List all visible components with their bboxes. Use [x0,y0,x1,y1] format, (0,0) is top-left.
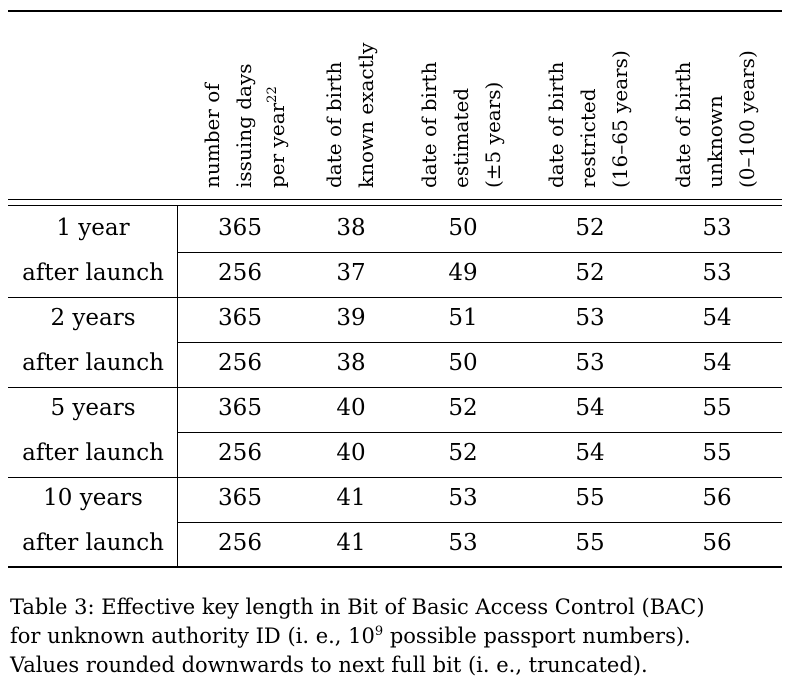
row-separator [177,522,782,523]
table-cell: 55 [575,485,605,511]
column-header-line [699,95,731,188]
table-cell: 51 [448,305,478,331]
caption-line-1: Table 3: Effective key length in Bit of Basic Access Control (BAC) [10,595,705,619]
table-cell: 41 [336,485,366,511]
table-cell: 37 [336,260,366,286]
footnote-marker: 22 [265,86,280,103]
row-label: after launch [22,440,164,466]
header-text: date of birth [671,61,695,188]
top-rule [8,10,782,12]
group-separator [8,387,782,388]
table-cell: 38 [336,350,366,376]
row-label: 1 year [56,215,130,241]
column-header-line [318,62,350,188]
table-cell: 40 [336,395,366,421]
table-cell: 38 [336,215,366,241]
caption-line-3: Values rounded downwards to next full bit (i. e., truncated). [10,653,648,677]
table-cell: 256 [218,350,262,376]
caption-line-2 [10,622,780,651]
column-header-line [667,62,699,188]
header-text: date of birth [544,61,568,188]
table-cell: 54 [702,350,732,376]
table-cell: 53 [702,260,732,286]
table-cell: 53 [448,530,478,556]
group-separator [8,477,782,478]
row-label: 10 years [43,485,143,511]
table-cell: 55 [702,440,732,466]
table-cell: 365 [218,485,262,511]
bottom-rule [8,566,782,568]
table-cell: 56 [702,485,732,511]
row-separator [177,342,782,343]
group-separator [8,297,782,298]
header-text: (0–100 years) [735,50,759,188]
header-text: (16–65 years) [608,50,632,188]
row-label: 2 years [50,305,136,331]
table-cell: 256 [218,530,262,556]
table-cell: 49 [448,260,478,286]
table-cell: 40 [336,440,366,466]
table-cell: 53 [575,350,605,376]
header-double-rule-lower [8,205,782,206]
header-text: unknown [703,95,727,188]
table-cell: 54 [575,440,605,466]
header-text: date of birth [417,61,441,188]
table-cell: 55 [575,530,605,556]
label-column-divider [177,206,178,566]
column-header-line [604,50,636,188]
table-cell: 41 [336,530,366,556]
table-cell: 256 [218,260,262,286]
table-cell: 53 [702,215,732,241]
table-cell: 56 [702,530,732,556]
header-text: restricted [576,88,600,188]
header-text: (±5 years) [481,81,505,188]
row-separator [177,252,782,253]
header-text: issuing days [232,63,256,188]
table-cell: 365 [218,305,262,331]
table-cell: 365 [218,215,262,241]
table-cell: 39 [336,305,366,331]
table-cell: 55 [702,395,732,421]
row-label: after launch [22,260,164,286]
row-label: after launch [22,350,164,376]
caption-line-2-start: for unknown authority ID (i. e., 10 [10,624,375,648]
column-header-line [413,62,445,188]
header-text: date of birth [322,61,346,188]
table-cell: 52 [575,215,605,241]
row-label: after launch [22,530,164,556]
column-header-line [350,43,382,188]
table-cell: 50 [448,215,478,241]
table-cell: 54 [575,395,605,421]
table-cell: 365 [218,395,262,421]
table-cell: 52 [448,440,478,466]
header-double-rule-upper [8,199,782,200]
header-text: number of [200,83,224,188]
table-cell: 52 [575,260,605,286]
table-cell: 52 [448,395,478,421]
table-cell: 54 [702,305,732,331]
header-text: per year$^{22}$ [265,86,289,188]
header-text: estimated [449,87,473,188]
header-text: known exactly [354,42,378,188]
table-cell: 53 [575,305,605,331]
table-cell: 256 [218,440,262,466]
column-header-line [477,82,509,188]
row-separator [177,432,782,433]
column-header-line [572,88,604,188]
column-header-line [731,50,763,188]
table-cell: 53 [448,485,478,511]
column-header-line [228,63,260,188]
column-header-line [445,88,477,188]
table-caption [10,593,780,680]
row-label: 5 years [50,395,136,421]
column-header-line [196,83,228,188]
column-header-line [540,62,572,188]
table-cell: 50 [448,350,478,376]
column-header-line [261,86,293,188]
caption-line-2-end: possible passport numbers). [383,624,691,648]
caption-exponent: 9 [374,624,384,639]
